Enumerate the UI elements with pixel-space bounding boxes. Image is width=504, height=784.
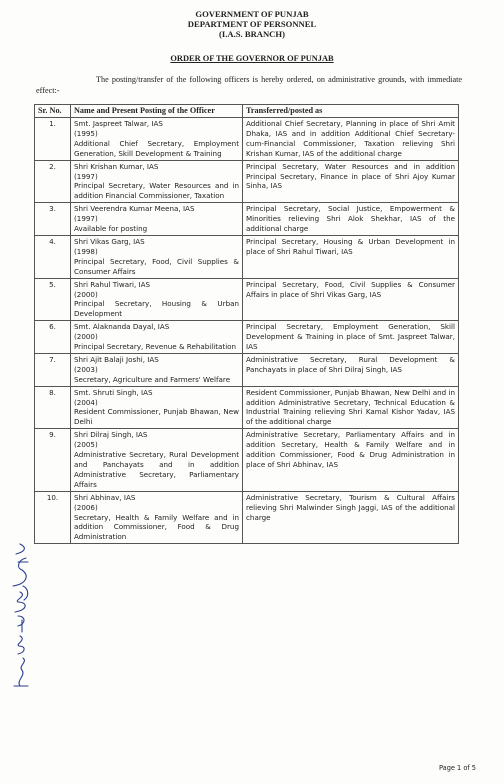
officer-batch-year: (2005) <box>74 440 98 450</box>
present-posting: Additional Chief Secretary, Employment Generation, Skill Development & Training <box>74 138 239 158</box>
table-row <box>35 235 459 278</box>
transferred-posted-as-cell: Additional Chief Secretary, Planning in place of Shri Amit Dhaka, IAS and in addition Additional Chief Secretary-cum-Financial Commissioner, Taxation relieving Shri Krishan Kumar, IAS of the additional charge <box>243 118 459 161</box>
officer-name: Smt. Shruti Singh, IAS <box>74 387 153 397</box>
officer-name: Shri Rahul Tiwari, IAS <box>74 279 151 289</box>
table-row <box>35 203 459 236</box>
sr-no-cell: 3. <box>35 203 71 236</box>
transferred-posted-as-cell: Resident Commissioner, Punjab Bhawan, New Delhi and in addition Administrative Secretary, Technical Education & Industrial Training relieving Shri Kamal Kishor Yadav, IAS of the additional charge <box>243 386 459 429</box>
header-transferred: Transferred/posted as <box>243 105 459 118</box>
officer-batch-year: (1998) <box>74 246 98 256</box>
table-row <box>35 491 459 544</box>
officer-batch-year: (1997) <box>74 171 98 181</box>
table-row <box>35 353 459 386</box>
header-name-posting: Name and Present Posting of the Officer <box>71 105 243 118</box>
sr-no-cell: 2. <box>35 160 71 203</box>
header-department: DEPARTMENT OF PERSONNEL <box>187 19 317 29</box>
officer-cell <box>71 321 243 354</box>
officer-name: Shri Abhinav, IAS <box>74 492 136 502</box>
officer-cell <box>71 429 243 491</box>
officer-cell <box>71 118 243 161</box>
transfer-table <box>34 104 459 544</box>
officer-batch-year: (2000) <box>74 332 98 342</box>
transferred-posted-as-cell: Administrative Secretary, Parliamentary Affairs and in addition Secretary, Health & Family Welfare and in addition Commissioner, Food & Drug Administration in place of Shri Abhinav, IAS <box>243 429 459 491</box>
present-posting: Principal Secretary, Housing & Urban Development <box>74 299 239 319</box>
present-posting: Administrative Secretary, Rural Development and Panchayats and in addition Administrative Secretary, Parliamentary Affairs <box>74 450 239 489</box>
table-row <box>35 386 459 429</box>
officer-cell <box>71 386 243 429</box>
transferred-posted-as-cell: Principal Secretary, Food, Civil Supplies & Consumer Affairs in place of Shri Vikas Garg, IAS <box>243 278 459 321</box>
table-row <box>35 429 459 491</box>
officer-name: Smt. Alaknanda Dayal, IAS <box>74 322 170 332</box>
sr-no-cell: 6. <box>35 321 71 354</box>
sr-no-cell: 1. <box>35 118 71 161</box>
table-body <box>35 118 459 544</box>
table-row <box>35 160 459 203</box>
officer-cell <box>71 160 243 203</box>
sr-no-cell: 8. <box>35 386 71 429</box>
present-posting: Principal Secretary, Water Resources and in addition Financial Commissioner, Taxation <box>74 181 239 201</box>
officer-name: Shri Ajit Balaji Joshi, IAS <box>74 354 159 364</box>
officer-name: Shri Vikas Garg, IAS <box>74 236 145 246</box>
officer-batch-year: (2003) <box>74 364 98 374</box>
signature <box>6 540 36 690</box>
table-row <box>35 118 459 161</box>
officer-name: Smt. Jaspreet Talwar, IAS <box>74 119 163 128</box>
transferred-posted-as-cell: Principal Secretary, Social Justice, Empowerment & Minorities relieving Shri Alok Shekhar, IAS of the additional charge <box>243 203 459 236</box>
present-posting: Principal Secretary, Revenue & Rehabilitation <box>74 342 237 352</box>
officer-name: Shri Veerendra Kumar Meena, IAS <box>74 204 195 214</box>
transferred-posted-as-cell: Principal Secretary, Employment Generation, Skill Development & Training in place of Smt. Jaspreet Talwar, IAS <box>243 321 459 354</box>
sr-no-cell: 5. <box>35 278 71 321</box>
officer-name: Shri Krishan Kumar, IAS <box>74 161 159 171</box>
intro-paragraph: The posting/transfer of the following officers is hereby ordered, on administrative grounds, with immediate effect:- <box>36 75 462 95</box>
present-posting: Secretary, Health & Family Welfare and in addition Commissioner, Food & Drug Administration <box>74 512 239 542</box>
present-posting: Available for posting <box>74 224 148 234</box>
officer-batch-year: (1997) <box>74 214 98 224</box>
officer-name: Shri Dilraj Singh, IAS <box>74 430 148 440</box>
officer-batch-year: (2004) <box>74 397 98 407</box>
officer-cell <box>71 235 243 278</box>
page-number: Page 1 of 5 <box>439 764 476 772</box>
sr-no-cell: 4. <box>35 235 71 278</box>
table-row <box>35 321 459 354</box>
officer-cell <box>71 491 243 544</box>
present-posting: Resident Commissioner, Punjab Bhawan, New Delhi <box>74 407 239 427</box>
table-header-row <box>35 105 459 118</box>
officer-cell <box>71 278 243 321</box>
header-government: GOVERNMENT OF PUNJAB <box>195 9 309 19</box>
present-posting: Principal Secretary, Food, Civil Supplies & Consumer Affairs <box>74 256 239 276</box>
officer-cell <box>71 353 243 386</box>
order-title: ORDER OF THE GOVERNOR OF PUNJAB <box>170 54 334 63</box>
transferred-posted-as-cell: Administrative Secretary, Rural Development & Panchayats in place of Shri Dilraj Singh, IAS <box>243 353 459 386</box>
transferred-posted-as-cell: Principal Secretary, Water Resources and in addition Principal Secretary, Finance in place of Shri Ajoy Kumar Sinha, IAS <box>243 160 459 203</box>
transferred-posted-as-cell: Principal Secretary, Housing & Urban Development in place of Shri Rahul Tiwari, IAS <box>243 235 459 278</box>
officer-batch-year: (2000) <box>74 289 98 299</box>
table-row <box>35 278 459 321</box>
present-posting: Secretary, Agriculture and Farmers' Welfare <box>74 374 231 384</box>
header-sr-no: Sr. No. <box>35 105 71 118</box>
sr-no-cell: 9. <box>35 429 71 491</box>
officer-batch-year: (1995) <box>74 128 98 138</box>
officer-batch-year: (2006) <box>74 502 98 512</box>
officer-cell <box>71 203 243 236</box>
header-branch: (I.A.S. BRANCH) <box>219 29 285 39</box>
sr-no-cell: 10. <box>35 491 71 544</box>
transferred-posted-as-cell: Administrative Secretary, Tourism & Cultural Affairs relieving Shri Malwinder Singh Jaggi, IAS of the additional charge <box>243 491 459 544</box>
sr-no-cell: 7. <box>35 353 71 386</box>
